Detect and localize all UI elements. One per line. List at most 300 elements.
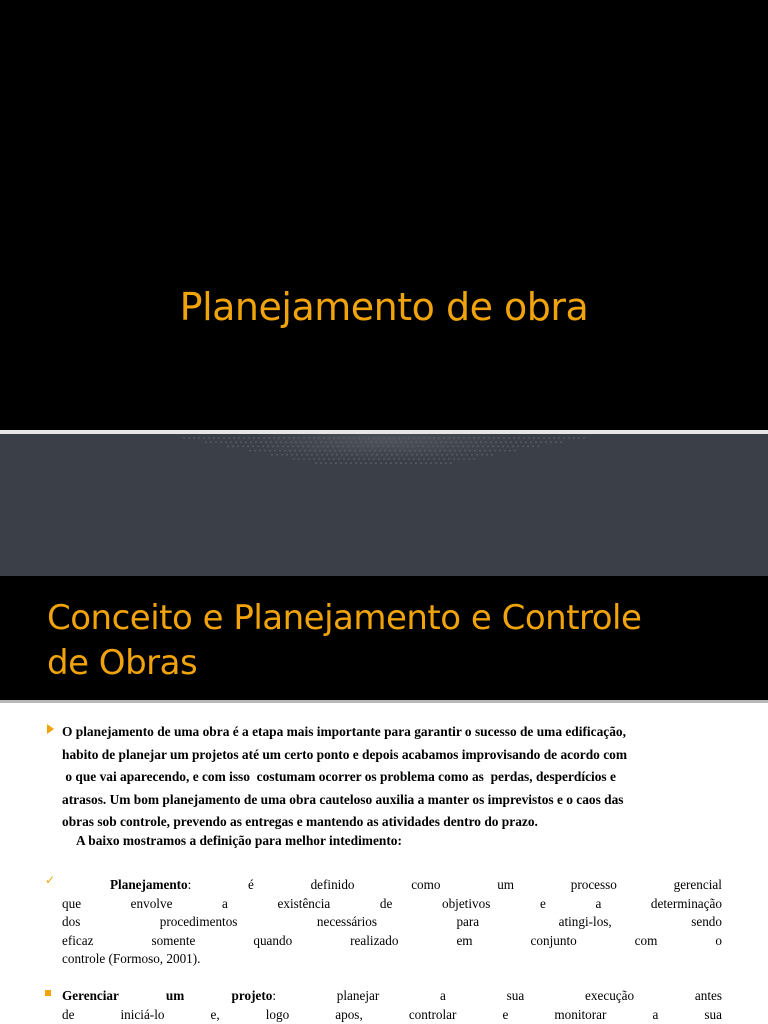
definition-line-2 [62, 895, 722, 914]
decoration-dot [267, 446, 269, 448]
decoration-dot [396, 454, 398, 456]
decoration-dot [299, 450, 301, 452]
decoration-dot [279, 450, 281, 452]
decoration-dot [560, 441, 562, 443]
decoration-dot [269, 450, 271, 452]
decoration-dot [462, 446, 464, 448]
decoration-dot [568, 437, 570, 439]
decoration-dot [450, 462, 452, 464]
decoration-dot [323, 437, 325, 439]
decoration-dot [360, 462, 362, 464]
decoration-dot [423, 437, 425, 439]
decoration-dot [293, 437, 295, 439]
gerenciar-term: Gerenciar um projeto [62, 988, 273, 1003]
decoration-dot [343, 437, 345, 439]
decoration-dot [504, 450, 506, 452]
decoration-dot [203, 437, 205, 439]
decoration-dot [417, 446, 419, 448]
decoration-dot [265, 441, 267, 443]
decoration-dot [307, 446, 309, 448]
decoration-dot [291, 454, 293, 456]
decoration-dot [477, 446, 479, 448]
definition-word: em [456, 932, 473, 948]
decoration-dot [358, 437, 360, 439]
decoration-dot [373, 437, 375, 439]
decoration-dot [398, 458, 400, 460]
decoration-dot [363, 458, 365, 460]
decoration-dot [416, 454, 418, 456]
decoration-dot [346, 454, 348, 456]
gerenciar-word: antes [694, 988, 722, 1003]
definition-paragraph [62, 876, 722, 969]
decoration-dot [503, 437, 505, 439]
decoration-dot [353, 437, 355, 439]
decoration-dot [364, 450, 366, 452]
decoration-dot [528, 437, 530, 439]
decoration-dot [435, 462, 437, 464]
decoration-dot [492, 446, 494, 448]
decoration-dot [315, 441, 317, 443]
decoration-dot [329, 450, 331, 452]
decoration-dot [320, 462, 322, 464]
definition-word: eficaz [62, 932, 94, 948]
decoration-dot [485, 441, 487, 443]
decoration-dot [404, 450, 406, 452]
decoration-dot [317, 446, 319, 448]
decoration-dot [429, 450, 431, 452]
arrow-right-icon [47, 724, 54, 734]
decoration-dot [281, 454, 283, 456]
decoration-dot [276, 454, 278, 456]
definition-word: conjunto [530, 932, 577, 948]
decoration-dot [403, 437, 405, 439]
decoration-dot [383, 437, 385, 439]
decoration-dot [271, 454, 273, 456]
decoration-dot [449, 450, 451, 452]
decoration-dot [473, 458, 475, 460]
decoration-dot [459, 450, 461, 452]
decoration-dot [312, 446, 314, 448]
definition-word: envolve [130, 895, 173, 911]
decoration-dot [240, 441, 242, 443]
decoration-dot [393, 437, 395, 439]
decoration-dot [385, 462, 387, 464]
slide-2-header [0, 576, 768, 700]
decoration-dot [545, 441, 547, 443]
definition-word: determinação [650, 895, 722, 911]
definition-word: sendo [691, 914, 722, 929]
decoration-dot [533, 437, 535, 439]
gerenciar-word: planejar [336, 988, 380, 1003]
decoration-dot [433, 437, 435, 439]
slide-1-title: Planejamento de obra [179, 285, 589, 329]
decoration-dot [489, 450, 491, 452]
decoration-dot [452, 446, 454, 448]
decoration-dot [433, 458, 435, 460]
decoration-dot [455, 441, 457, 443]
decoration-dot [498, 437, 500, 439]
decoration-dot [345, 462, 347, 464]
decoration-dot [442, 446, 444, 448]
decoration-dot [495, 441, 497, 443]
decoration-dot [304, 450, 306, 452]
decoration-dot [314, 450, 316, 452]
definition-word: a [222, 895, 228, 911]
decoration-dot [318, 458, 320, 460]
decoration-dot [451, 454, 453, 456]
decoration-dot [479, 450, 481, 452]
decoration-dot [458, 458, 460, 460]
decoration-dot [419, 450, 421, 452]
decoration-dot [392, 446, 394, 448]
decoration-dot [409, 450, 411, 452]
decoration-dot [238, 437, 240, 439]
decoration-dot [535, 441, 537, 443]
decoration-dot [348, 458, 350, 460]
decoration-dot [355, 441, 357, 443]
decoration-dot [513, 437, 515, 439]
decoration-dot [384, 450, 386, 452]
decoration-dot [431, 454, 433, 456]
gerenciar-word: e [502, 1006, 509, 1022]
definition-word: dos [62, 914, 81, 929]
gerenciar-paragraph [62, 987, 722, 1024]
decoration-dot [483, 437, 485, 439]
decoration-dot [338, 437, 340, 439]
decoration-dot [333, 458, 335, 460]
definition-word: e [539, 895, 546, 911]
decoration-dot [376, 454, 378, 456]
decoration-dot [350, 462, 352, 464]
decoration-dot [282, 446, 284, 448]
decoration-dot [410, 462, 412, 464]
decoration-dot [398, 437, 400, 439]
slide-2-title-line1: Conceito e Planejamento e Controle [47, 598, 642, 638]
decoration-dot [193, 437, 195, 439]
decoration-dot [375, 462, 377, 464]
decoration-dot [400, 441, 402, 443]
decoration-dot [313, 437, 315, 439]
decoration-dot [301, 454, 303, 456]
definition-word: necessários [316, 914, 377, 929]
decoration-dot [289, 450, 291, 452]
decoration-dot [508, 437, 510, 439]
decoration-dot [540, 441, 542, 443]
decoration-dot [370, 441, 372, 443]
decoration-dot [486, 454, 488, 456]
decoration-dot [328, 437, 330, 439]
decoration-dot [563, 437, 565, 439]
decoration-dot [458, 437, 460, 439]
decoration-dot [327, 446, 329, 448]
decoration-dot [487, 446, 489, 448]
decoration-dot [478, 437, 480, 439]
decoration-dot [548, 437, 550, 439]
decoration-dot [500, 441, 502, 443]
decoration-dot [482, 446, 484, 448]
decoration-dot [402, 446, 404, 448]
gerenciar-word: e, [210, 1006, 220, 1022]
decoration-dot [387, 446, 389, 448]
decoration-dot [318, 437, 320, 439]
decoration-dot [325, 441, 327, 443]
decoration-dot [223, 437, 225, 439]
decoration-dot [359, 450, 361, 452]
decoration-dot [493, 437, 495, 439]
definition-word: um [497, 877, 515, 892]
decoration-dot [378, 437, 380, 439]
decoration-dot [515, 441, 517, 443]
decoration-dot [445, 441, 447, 443]
decoration-dot [474, 450, 476, 452]
decoration-dot [280, 441, 282, 443]
decoration-dot [255, 441, 257, 443]
decoration-dot [439, 450, 441, 452]
decoration-dot [372, 446, 374, 448]
decoration-dot [471, 454, 473, 456]
decoration-dot [494, 450, 496, 452]
decoration-dot [339, 450, 341, 452]
decoration-dot [550, 441, 552, 443]
decoration-dot [262, 446, 264, 448]
decoration-dot [275, 441, 277, 443]
decoration-dot [259, 450, 261, 452]
decoration-dot [340, 462, 342, 464]
slide-2-title [47, 596, 747, 686]
intro-line: atrasos. Um bom planejamento de uma obra cauteloso auxilia a manter os imprevistos e o caos das [62, 791, 624, 807]
decoration-dot [326, 454, 328, 456]
decoration-dot [350, 441, 352, 443]
definition-word: realizado [350, 932, 399, 948]
definition-word: como [411, 877, 441, 892]
decoration-dot [323, 458, 325, 460]
decoration-dot [373, 458, 375, 460]
definition-term: Planejamento [110, 877, 188, 892]
decoration-dot [457, 446, 459, 448]
gerenciar-word: execução [585, 988, 635, 1003]
definition-word: quando [253, 932, 293, 948]
gerenciar-word: apos, [335, 1006, 363, 1022]
decoration-dot [520, 441, 522, 443]
definition-word: de [379, 895, 393, 911]
slide-2-title-line2: de Obras [47, 643, 198, 683]
decoration-dot [349, 450, 351, 452]
decoration-dot [390, 441, 392, 443]
gerenciar-word: iniciá-lo [120, 1006, 165, 1022]
decoration-dot [232, 446, 234, 448]
intro-line: o que vai aparecendo, e com isso costumam ocorrer os problema como as perdas, desperdícios e [62, 769, 616, 785]
decoration-dot [481, 454, 483, 456]
decoration-dot [378, 458, 380, 460]
decoration-dot [386, 454, 388, 456]
decoration-dot [558, 437, 560, 439]
gerenciar-line-2 [62, 1006, 722, 1024]
decoration-dot [502, 446, 504, 448]
decoration-dot [403, 458, 405, 460]
definition-word: para [456, 914, 480, 929]
decoration-dot [406, 454, 408, 456]
decoration-dot [303, 437, 305, 439]
decoration-dot [297, 446, 299, 448]
decoration-dot [368, 437, 370, 439]
decoration-dot [514, 450, 516, 452]
decoration-dot [440, 462, 442, 464]
gerenciar-word: a [440, 988, 446, 1003]
decoration-dot [273, 437, 275, 439]
decoration-dot [472, 446, 474, 448]
decoration-dot [263, 437, 265, 439]
decoration-dot [473, 437, 475, 439]
decoration-dot [284, 450, 286, 452]
decoration-dot [220, 441, 222, 443]
decoration-dot [374, 450, 376, 452]
decoration-dot [512, 446, 514, 448]
decoration-dot [358, 458, 360, 460]
decoration-dot [438, 458, 440, 460]
decoration-dot [330, 441, 332, 443]
gerenciar-word: controlar [408, 1006, 457, 1022]
decoration-dot [530, 441, 532, 443]
decoration-dot [509, 450, 511, 452]
decoration-dot [397, 446, 399, 448]
decoration-dot [258, 437, 260, 439]
decoration-dot [425, 462, 427, 464]
decoration-dot [424, 450, 426, 452]
decoration-dot [476, 454, 478, 456]
decoration-dot [235, 441, 237, 443]
decoration-dot [340, 441, 342, 443]
decoration-dot [438, 437, 440, 439]
decoration-dot [242, 446, 244, 448]
decoration-dot [388, 458, 390, 460]
decoration-dot [365, 462, 367, 464]
gerenciar-word: sua [704, 1006, 722, 1022]
decoration-dot [365, 441, 367, 443]
decoration-dot [367, 446, 369, 448]
decoration-dot [395, 441, 397, 443]
decoration-dot [320, 441, 322, 443]
decoration-dot [527, 446, 529, 448]
decoration-dot [243, 437, 245, 439]
definition-word: existência [277, 895, 331, 911]
decoration-dot [331, 454, 333, 456]
decoration-dot [517, 446, 519, 448]
decoration-dot [578, 437, 580, 439]
decoration-dot [430, 462, 432, 464]
definition-line-1 [62, 876, 722, 895]
definition-word: atingi-los, [558, 914, 612, 929]
decoration-dot [306, 454, 308, 456]
decoration-dot [573, 437, 575, 439]
decoration-dot [366, 454, 368, 456]
decoration-dot [313, 458, 315, 460]
decoration-dot [260, 441, 262, 443]
gerenciar-word: logo [265, 1006, 290, 1022]
decoration-dot [497, 446, 499, 448]
decoration-dot [353, 458, 355, 460]
decoration-dot [510, 441, 512, 443]
decoration-dot [354, 450, 356, 452]
decoration-dot [298, 437, 300, 439]
decoration-dot [345, 441, 347, 443]
decoration-dot [328, 458, 330, 460]
decoration-dot [466, 454, 468, 456]
decoration-dot [344, 450, 346, 452]
decoration-dot [264, 450, 266, 452]
decoration-dot [188, 437, 190, 439]
decoration-dot [225, 441, 227, 443]
decoration-dot [507, 446, 509, 448]
decoration-dot [369, 450, 371, 452]
decoration-dot [309, 450, 311, 452]
decoration-dot [480, 441, 482, 443]
decoration-dot [285, 441, 287, 443]
decoration-dot [553, 437, 555, 439]
decoration-dot [413, 458, 415, 460]
slide-2-divider [0, 700, 768, 703]
decoration-dot [468, 437, 470, 439]
decoration-dot [352, 446, 354, 448]
decoration-dot [287, 446, 289, 448]
decoration-dot [411, 454, 413, 456]
decoration-dot [522, 446, 524, 448]
decoration-dot [336, 454, 338, 456]
decoration-dot [464, 450, 466, 452]
decoration-dot [335, 441, 337, 443]
decoration-dot [298, 458, 300, 460]
decoration-dot [499, 450, 501, 452]
decoration-dot [272, 446, 274, 448]
decoration-dot [422, 446, 424, 448]
decoration-dot [437, 446, 439, 448]
decoration-dot [337, 446, 339, 448]
decoration-dot [447, 446, 449, 448]
decoration-dot [325, 462, 327, 464]
definition-word: somente [151, 932, 196, 948]
decoration-dot [448, 437, 450, 439]
decoration-dot [356, 454, 358, 456]
decoration-dot [532, 446, 534, 448]
decoration-dot [183, 437, 185, 439]
decoration-dot [205, 441, 207, 443]
decoration-dot [208, 437, 210, 439]
decoration-dot [342, 446, 344, 448]
decoration-dot [277, 446, 279, 448]
decoration-dot [488, 437, 490, 439]
decoration-dot [283, 437, 285, 439]
decoration-dot [371, 454, 373, 456]
decoration-dot [470, 441, 472, 443]
decoration-dot [395, 462, 397, 464]
definition-word: definido [310, 877, 355, 892]
decoration-dot [302, 446, 304, 448]
decoration-dot [250, 441, 252, 443]
decoration-dot [385, 441, 387, 443]
decoration-dot [383, 458, 385, 460]
decoration-dot [391, 454, 393, 456]
decoration-dot [543, 437, 545, 439]
decoration-dot [252, 446, 254, 448]
decoration-dot [400, 462, 402, 464]
decoration-dot [454, 450, 456, 452]
decoration-dot [249, 450, 251, 452]
decoration-dot [401, 454, 403, 456]
decoration-dot [227, 446, 229, 448]
gerenciar-word: de [62, 1006, 75, 1022]
decoration-dot [443, 437, 445, 439]
decoration-dot [456, 454, 458, 456]
decoration-dot [435, 441, 437, 443]
